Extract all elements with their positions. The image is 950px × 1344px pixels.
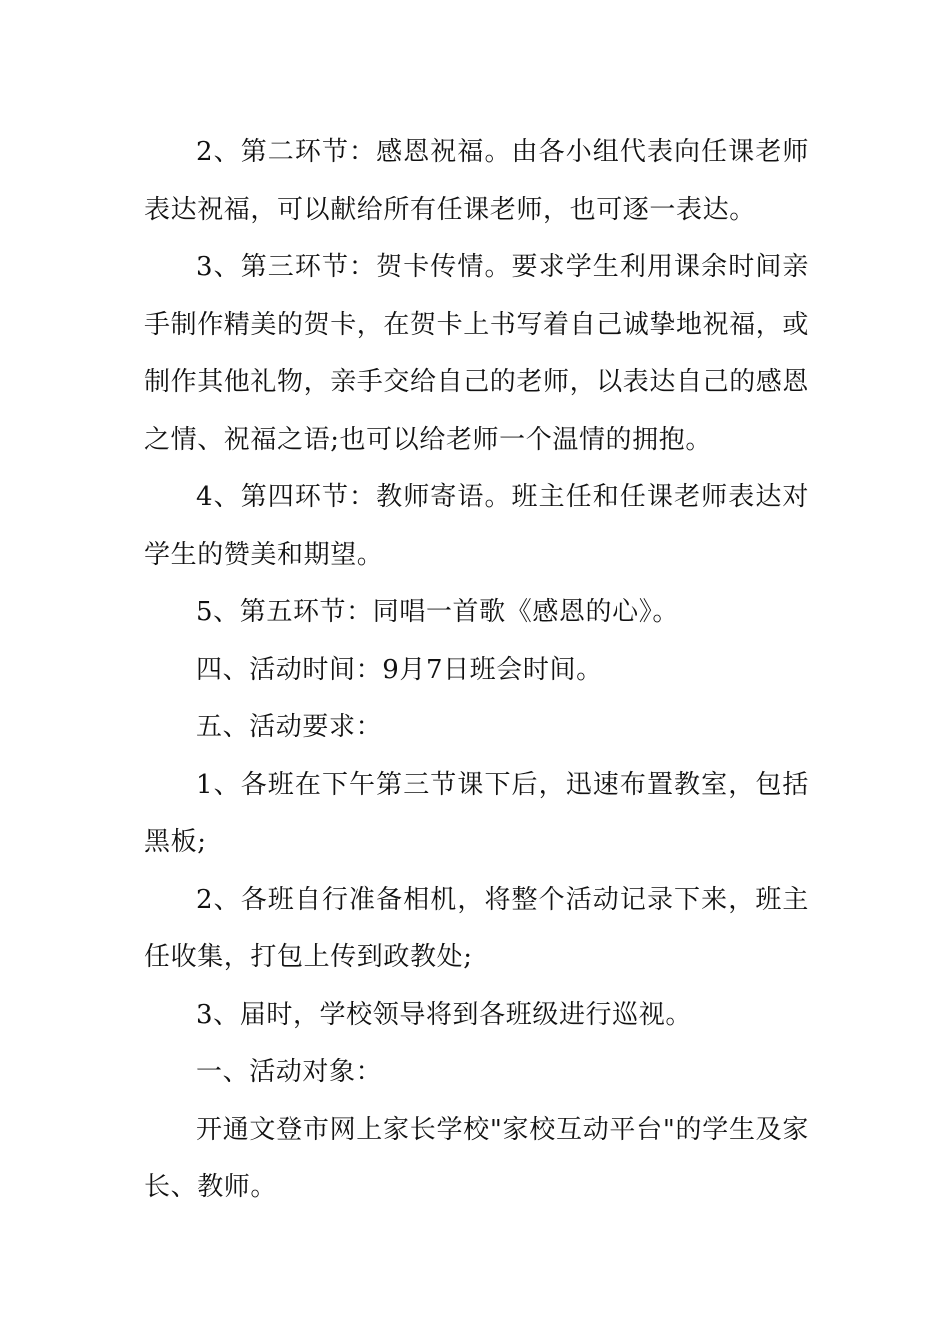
paragraph-step-2: 2、第二环节：感恩祝福。由各小组代表向任课老师表达祝福，可以献给所有任课老师，也可逐一表达。 bbox=[144, 137, 809, 225]
paragraph-step-4: 4、第四环节：教师寄语。班主任和任课老师表达对学生的赞美和期望。 bbox=[144, 482, 809, 570]
paragraph-requirement-1: 1、各班在下午第三节课下后，迅速布置教室，包括黑板; bbox=[144, 769, 809, 857]
paragraph-activity-target: 开通文登市网上家长学校"家校互动平台"的学生及家长、教师。 bbox=[144, 1114, 809, 1202]
paragraph-requirement-3: 3、届时，学校领导将到各班级进行巡视。 bbox=[196, 999, 692, 1030]
paragraph-requirement-2: 2、各班自行准备相机，将整个活动记录下来，班主任收集，打包上传到政教处; bbox=[144, 884, 809, 972]
heading-activity-target: 一、活动对象： bbox=[196, 1057, 383, 1087]
heading-activity-requirements: 五、活动要求： bbox=[196, 712, 383, 742]
document-body bbox=[144, 124, 809, 1217]
paragraph-activity-time: 四、活动时间：9月7日班会时间。 bbox=[196, 654, 603, 685]
paragraph-step-3: 3、第三环节：贺卡传情。要求学生利用课余时间亲手制作精美的贺卡，在贺卡上书写着自己诚挚地祝福，或制作其他礼物，亲手交给自己的老师，以表达自己的感恩之情、祝福之语;也可以给老师一个温情的拥抱。 bbox=[144, 252, 810, 455]
paragraph-step-5: 5、第五环节：同唱一首歌《感恩的心》。 bbox=[196, 597, 679, 627]
